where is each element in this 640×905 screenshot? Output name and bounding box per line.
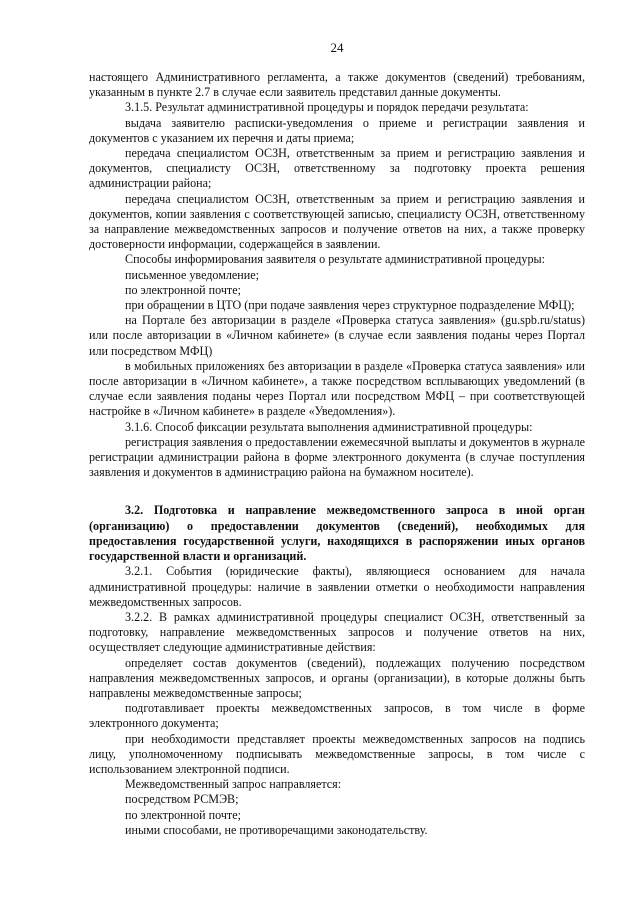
paragraph: при необходимости представляет проекты межведомственных запросов на подпись лицу, уполномоченному подписывать межведомственные запросы, в том числе с использованием электронной подписи. [89,731,585,776]
paragraph: 3.1.5. Результат административной процедуры и порядок передачи результата: [125,100,529,115]
paragraph: на Портале без авторизации в разделе «Проверка статуса заявления» (gu.spb.ru/status) или после авторизации в «Личном кабинете» (в случае если заявления поданы через Портал или посредством МФЦ) [89,313,585,358]
paragraph: подготавливает проекты межведомственных запросов, в том числе в форме электронного документа; [89,701,585,731]
paragraph: передача специалистом ОСЗН, ответственным за прием и регистрацию заявления и документов, специалисту ОСЗН, ответственному за подготовку проекта решения администрации района; [89,146,585,191]
paragraph: определяет состав документов (сведений), подлежащих получению посредством направления межведомственных запросов, и органы (организации), в которые должны быть направлены межведомственные запросы; [89,655,585,700]
paragraph: передача специалистом ОСЗН, ответственным за прием и регистрацию заявления и документов, копии заявления с соответствующей записью, специалисту ОСЗН, ответственному за направление межведомственных запросов и получение ответов на них, а также проверку достоверности информации, содержащейся в заявлении. [89,191,585,252]
paragraph: иными способами, не противоречащими законодательству. [125,822,428,837]
page-number: 24 [330,40,344,55]
paragraph: письменное уведомление; [125,267,259,282]
paragraph: регистрация заявления о предоставлении ежемесячной выплаты и документов в журнале регистрации администрации района в форме электронного документа (в случае поступления заявления и документов в администрацию района на бумажном носителе). [89,434,585,480]
paragraph: Способы информирования заявителя о результате административной процедуры: [125,252,546,267]
paragraph: 3.2.2. В рамках административной процедуры специалист ОСЗН, ответственный за подготовку, направление межведомственных запросов и получение ответов на них, осуществляет следующие административные действия: [89,609,585,655]
paragraph: при обращении в ЦТО (при подаче заявления через структурное подразделение МФЦ); [125,298,575,313]
paragraph: по электронной почте; [125,282,241,297]
paragraph: 3.1.6. Способ фиксации результата выполнения административной процедуры: [125,419,533,434]
paragraph: Межведомственный запрос направляется: [125,777,342,792]
paragraph: выдача заявителю расписки-уведомления о приеме и регистрации заявления и документов с указанием их перечня и даты приема; [89,115,585,145]
paragraph: в мобильных приложениях без авторизации в разделе «Проверка статуса заявления» или после авторизации в «Личном кабинете», а также посредством всплывающих уведомлений (в случае если заявления поданы через Портал или посредством МФЦ – при соответствующей настройке в «Личном кабинете» в разделе «Уведомления»). [89,358,585,419]
paragraph: по электронной почте; [125,807,241,822]
paragraph: посредством РСМЭВ; [125,792,239,807]
paragraph: 3.2.1. События (юридические факты), являющиеся основанием для начала административной процедуры: наличие в заявлении отметки о необходимости направления межведомственных запросов. [89,564,585,609]
section-heading: 3.2. Подготовка и направление межведомственного запроса в иной орган (организацию) о предоставлении документов (сведений), необходимых для предоставления государственной услуги, находящихся в распоряжении иных органов государственной власти и организаций. [89,503,585,564]
paragraph: настоящего Административного регламента, а также документов (сведений) требованиям, указанным в пункте 2.7 в случае если заявитель представил данные документы. [89,70,585,100]
